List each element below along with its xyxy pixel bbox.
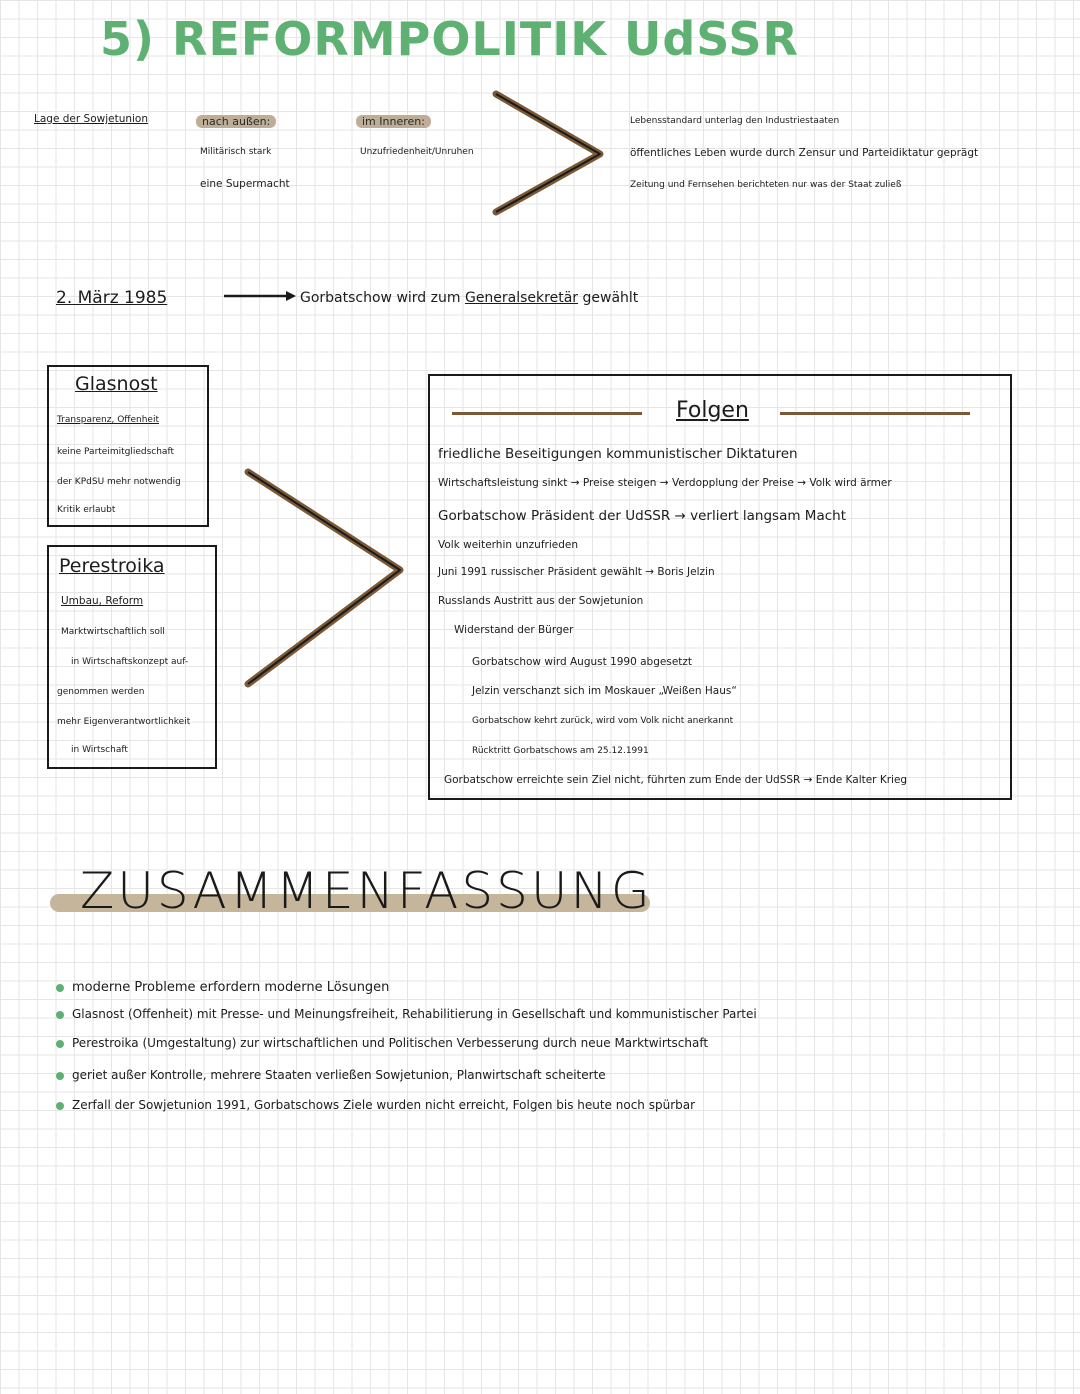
folgen-divider [452, 412, 642, 415]
arrow-right-icon [488, 88, 608, 218]
folgen-item: friedliche Beseitigungen kommunistischer Diktaturen [438, 446, 798, 462]
perestroika-item: genommen werden [57, 687, 145, 697]
perestroika-item: Marktwirtschaftlich soll [61, 627, 165, 637]
summary-item: Zerfall der Sowjetunion 1991, Gorbatschows Ziele wurden nicht erreicht, Folgen bis heute noch spürbar [56, 1098, 695, 1112]
summary-item: Glasnost (Offenheit) mit Presse- und Meinungsfreiheit, Rehabilitierung in Gesellschaft und kommunistischer Partei [56, 1007, 757, 1021]
event-text: Gorbatschow wird zum Generalsekretär gewählt [300, 290, 639, 306]
summary-item: moderne Probleme erfordern moderne Lösungen [56, 980, 389, 995]
folgen-subitem: Rücktritt Gorbatschows am 25.12.1991 [472, 746, 649, 756]
folgen-item: Volk weiterhin unzufrieden [438, 539, 579, 551]
folgen-title: Folgen [676, 398, 749, 423]
event-date: 2. März 1985 [56, 288, 168, 308]
inner-label: im Inneren: [356, 115, 431, 128]
bullet-icon [56, 1102, 64, 1110]
folgen-divider [780, 412, 970, 415]
folgen-subitem: Jelzin verschanzt sich im Moskauer „Weißen Haus“ [472, 685, 737, 697]
bullet-icon [56, 984, 64, 992]
outer-label: nach außen: [196, 115, 276, 128]
perestroika-title: Perestroika [59, 555, 165, 577]
result-item: Lebensstandard unterlag den Industriestaaten [630, 116, 840, 126]
glasnost-title: Glasnost [75, 373, 158, 395]
result-item: öffentliches Leben wurde durch Zensur und Parteidiktatur geprägt [630, 147, 979, 159]
folgen-box [428, 374, 1012, 800]
folgen-subitem: Gorbatschow kehrt zurück, wird vom Volk nicht anerkannt [472, 716, 734, 726]
folgen-item: Wirtschaftsleistung sinkt → Preise steigen → Verdopplung der Preise → Volk wird ärmer [438, 477, 892, 489]
folgen-item: Juni 1991 russischer Präsident gewählt → Boris Jelzin [438, 566, 715, 578]
glasnost-item: der KPdSU mehr notwendig [57, 477, 181, 487]
folgen-item: Gorbatschow Präsident der UdSSR → verliert langsam Macht [438, 508, 846, 524]
summary-item: Perestroika (Umgestaltung) zur wirtschaftlichen und Politischen Verbesserung durch neue Marktwirtschaft [56, 1036, 708, 1050]
folgen-subitem: Gorbatschow wird August 1990 abgesetzt [472, 656, 693, 668]
glasnost-box [47, 365, 209, 527]
folgen-item: Gorbatschow erreichte sein Ziel nicht, führten zum Ende der UdSSR → Ende Kalter Krieg [444, 774, 908, 786]
result-item: Zeitung und Fernsehen berichteten nur was der Staat zuließ [630, 180, 902, 190]
outer-item: eine Supermacht [200, 178, 290, 190]
perestroika-item: mehr Eigenverantwortlichkeit [57, 717, 191, 727]
perestroika-item: in Wirtschaftskonzept auf- [71, 657, 189, 667]
arrow-right-icon [222, 290, 297, 302]
outer-item: Militärisch stark [200, 147, 272, 157]
bullet-icon [56, 1072, 64, 1080]
bullet-icon [56, 1040, 64, 1048]
glasnost-item: keine Parteimitgliedschaft [57, 447, 174, 457]
summary-item: geriet außer Kontrolle, mehrere Staaten verließen Sowjetunion, Planwirtschaft scheiterte [56, 1068, 606, 1082]
perestroika-item: in Wirtschaft [71, 745, 128, 755]
arrow-right-icon [240, 464, 410, 694]
inner-item: Unzufriedenheit/Unruhen [360, 147, 474, 157]
lage-label: Lage der Sowjetunion [34, 113, 149, 125]
perestroika-item: Umbau, Reform [61, 595, 144, 607]
glasnost-item: Kritik erlaubt [57, 505, 116, 515]
glasnost-item: Transparenz, Offenheit [57, 415, 159, 425]
folgen-item: Russlands Austritt aus der Sowjetunion [438, 595, 644, 607]
perestroika-box [47, 545, 217, 769]
summary-title: ZUSAMMENFASSUNG [80, 862, 653, 920]
folgen-subitem: Widerstand der Bürger [454, 624, 574, 636]
bullet-icon [56, 1011, 64, 1019]
page-title: 5) REFORMPOLITIK UdSSR [100, 12, 799, 66]
